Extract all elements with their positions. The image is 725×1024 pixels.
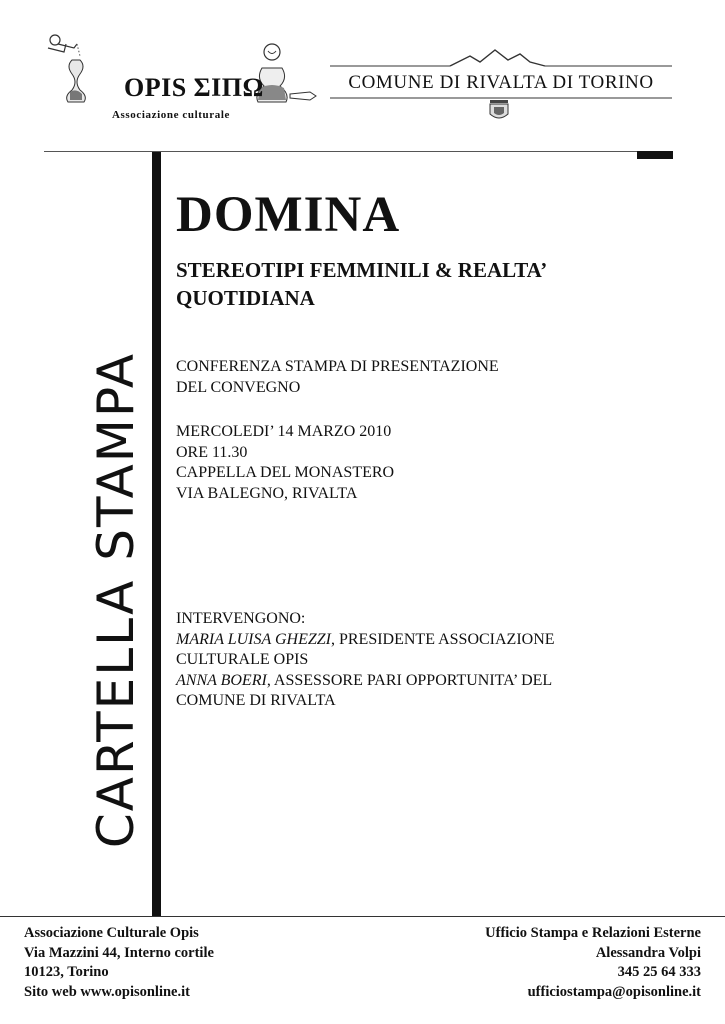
speakers-heading: INTERVENGONO: [176,610,306,627]
comune-logo-name: COMUNE DI RIVALTA DI TORINO [348,72,654,93]
event-time: ORE 11.30 [176,443,248,461]
side-title-text: CARTELLA STAMPA [87,351,145,849]
opis-logo-subtitle: Associazione culturale [112,109,230,121]
speaker-2-name: ANNA BOERI [176,671,267,689]
speaker-2-role-cont: COMUNE DI RIVALTA [176,692,336,709]
speaker-1-name: MARIA LUISA GHEZZI [176,630,331,648]
top-divider [44,151,672,152]
event-details-block [176,422,696,504]
opis-logo-name: OPIS ΣΙΠΩ [124,73,264,102]
event-address: VIA BALEGNO, RIVALTA [176,484,358,502]
top-divider-accent [637,151,673,159]
footer-address: Via Mazzini 44, Interno cortile [24,944,214,961]
subtitle-line: QUOTIDIANA [176,286,315,310]
speaker-1 [176,630,696,651]
footer-association-info [24,924,214,1002]
footer-phone: 345 25 64 333 [617,964,701,981]
document-subtitle [176,256,696,312]
speaker-1-role: , PRESIDENTE ASSOCIAZIONE [330,630,555,648]
conference-block [176,357,696,398]
event-venue: CAPPELLA DEL MONASTERO [176,464,395,481]
document-title: DOMINA [176,187,401,243]
conference-line: CONFERENZA STAMPA DI PRESENTAZIONE [176,358,499,375]
speaker-2 [176,671,696,692]
subtitle-line: STEREOTIPI FEMMINILI & REALTA’ [176,258,548,282]
speaker-2-role: , ASSESSORE PARI OPPORTUNITA’ DEL [266,671,553,689]
footer-email: ufficiostampa@opisonline.it [527,983,701,1000]
footer-press-office [485,924,701,1002]
comune-logo [330,48,675,128]
footer-website: Sito web www.opisonline.it [24,983,190,1000]
conference-line: DEL CONVEGNO [176,378,301,396]
vertical-divider [152,152,161,917]
event-date: MERCOLEDI’ 14 MARZO 2010 [176,423,392,440]
speaker-1-role-cont: CULTURALE OPIS [176,651,309,668]
footer-divider [0,916,725,917]
footer-office-name: Ufficio Stampa e Relazioni Esterne [485,925,701,941]
opis-logo [44,30,319,125]
footer-city: 10123, Torino [24,964,109,981]
footer-association-name: Associazione Culturale Opis [24,925,199,941]
speakers-block [176,609,696,712]
footer-contact-name: Alessandra Volpi [595,944,701,961]
